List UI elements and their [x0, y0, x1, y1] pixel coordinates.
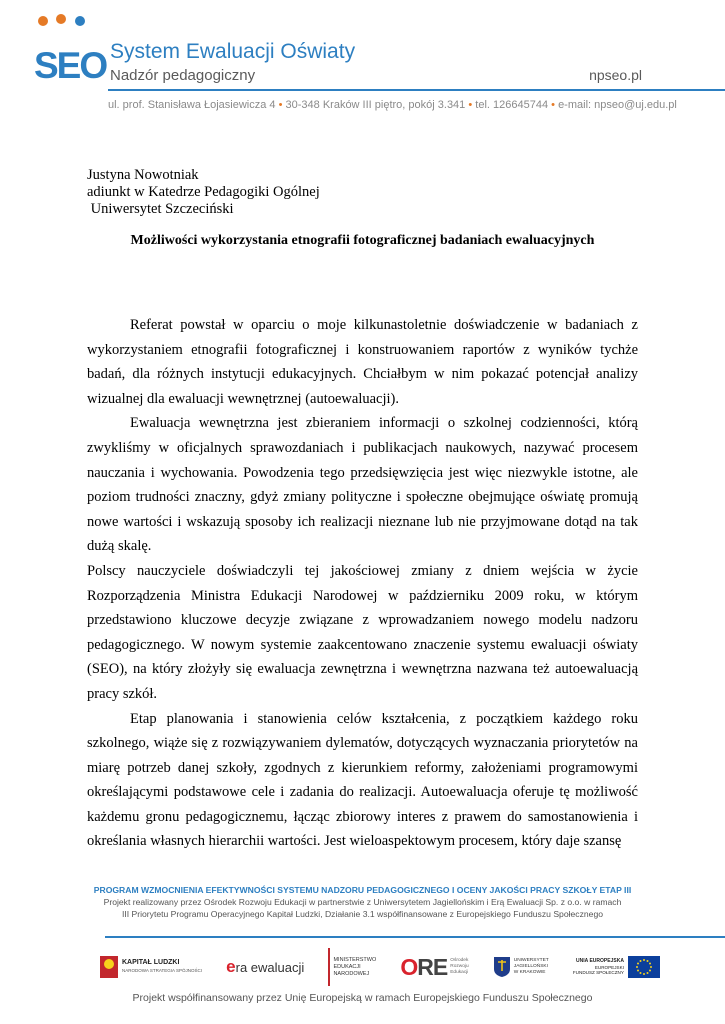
paragraph: Referat powstał w oparciu o moje kilkunastoletnie doświadczenie w badaniach z wykorzystaniem etnografii fotograficznej i konstruowaniem raportów z wyników tychże badań, dla różnych instytucji edukacyjnych. Chciałbym w nim pokazać potencjał analizy wizualnej dla ewaluacji wewnętrznej (autoewaluacji). — [87, 317, 638, 407]
logo-text: SEO — [34, 45, 107, 86]
brand-title: System Ewaluacji Oświaty — [110, 40, 356, 63]
logo-dot-orange-2 — [56, 14, 66, 24]
address-separator: • — [278, 99, 283, 111]
address-phone: tel. 126645744 — [475, 99, 549, 111]
address-line — [108, 99, 677, 111]
kapital-ludzki-logo — [100, 948, 202, 986]
document-title: Możliwości wykorzystania etnografii fotograficznej badaniach ewaluacyjnych — [130, 233, 595, 248]
address-separator: • — [551, 99, 555, 111]
author-name: Justyna Nowotniak — [87, 167, 199, 183]
men-logo — [328, 948, 376, 986]
logo-dot-orange-1 — [38, 16, 48, 26]
author-institution: Uniwersytet Szczeciński — [87, 201, 234, 217]
author-block — [87, 167, 320, 218]
eu-flag-icon — [628, 956, 660, 978]
ore-mark-re: RE — [417, 953, 448, 980]
eu-line: EUROPEJSKI — [594, 964, 624, 970]
author-position: adiunkt w Katedrze Pedagogiki Ogólnej — [87, 184, 320, 200]
uj-crest-icon — [493, 956, 511, 978]
kapital-ludzki-sub: NARODOWA STRATEGIA SPÓJNOŚCI — [122, 968, 203, 973]
era-ewaluacji-logo — [226, 948, 304, 986]
project-line-1: Projekt realizowany przez Ośrodek Rozwoju Edukacji w partnerstwie z Uniwersytetem Jagiellońskim i Erą Ewaluacji Sp. z o.o. w ramach — [103, 897, 622, 907]
program-name: PROGRAM WZMOCNIENIA EFEKTYWNOŚCI SYSTEMU NADZORU PEDAGOGICZNEGO I OCENY JAKOŚCI PRACY SZKOŁY ETAP III — [93, 885, 632, 895]
address-street: ul. prof. Stanisława Łojasiewicza 4 — [108, 99, 276, 111]
ore-mark-o: O — [400, 953, 418, 980]
uj-line: UNIWERSYTET — [513, 958, 549, 963]
uj-logo — [493, 948, 549, 986]
paragraph: Etap planowania i stanowienia celów kształcenia, z początkiem każdego roku szkolnego, wiąże się z rozwiązywaniem dylematów, dotyczących wyznaczania priorytetów na miarę potrzeb danej szkoły, zgodnych z kierunkiem reformy, założeniami programowymi określającymi podstawowe cele i zadania do realizacji. Autoewaluacja oferuje tę możliwość każdemu gronu pedagogicznemu, łącząc zbiorowy interes z prawem do samostanowienia i określania własnych hierarchii wartości. Jest wieloaspektowym procesem, który daje szansę — [87, 710, 638, 850]
website-link[interactable]: npseo.pl — [589, 67, 642, 83]
men-line: EDUKACJI — [333, 963, 361, 970]
body-text — [87, 313, 638, 854]
uj-line: JAGIELLOŃSKI — [513, 964, 548, 969]
kapital-ludzki-emblem — [100, 956, 118, 978]
ore-line: Rozwoju — [450, 964, 469, 969]
eu-logo — [573, 948, 660, 986]
address-city: 30-348 Kraków III piętro, pokój 3.341 — [285, 99, 466, 111]
ore-line: Ośrodek — [450, 958, 469, 963]
project-line-2: III Priorytetu Programu Operacyjnego Kapitał Ludzki, Działanie 3.1 współfinansowane z Europejskiego Funduszu Społecznego — [121, 909, 604, 919]
uj-line: W KRAKOWIE — [513, 970, 546, 975]
eu-line: UNIA EUROPEJSKA — [576, 958, 624, 965]
men-line: NARODOWEJ — [333, 970, 370, 977]
partner-logos — [100, 946, 660, 988]
eu-line: FUNDUSZ SPOŁECZNY — [572, 970, 624, 976]
paragraph: Polscy nauczyciele doświadczyli tej jakościowej zmiany z dniem wejścia w życie Rozporządzenia Ministra Edukacji Narodowej w październiku 2009 roku, w którym przedstawiono kluczowe decyzje związane z wprowadzaniem nowego modelu nadzoru pedagogicznego. W nowym systemie zaakcentowano znaczenie systemu ewaluacji oświaty (SEO), na który złożyły się ewaluacja zewnętrzna i wewnętrzna nazwana też autoewaluacją pracy szkół. — [87, 562, 638, 702]
men-line: MINISTERSTWO — [333, 956, 377, 963]
seo-logo — [34, 14, 107, 94]
address-email[interactable]: e-mail: npseo@uj.edu.pl — [558, 99, 677, 111]
header-divider — [108, 89, 725, 91]
footer-program-info — [0, 884, 725, 920]
brand-subtitle: Nadzór pedagogiczny — [110, 67, 256, 84]
era-mark: e — [226, 957, 236, 976]
kapital-ludzki-name: KAPITAŁ LUDZKI — [122, 959, 180, 966]
cofinanced-note: Projekt współfinansowany przez Unię Europejską w ramach Europejskiego Funduszu Społecznego — [132, 992, 593, 1004]
ore-line: Edukacji — [450, 970, 469, 975]
paragraph: Ewaluacja wewnętrzna jest zbieraniem informacji o szkolnej codzienności, którą zwykliśmy w oficjalnych sprawozdaniach i publikacjach naukowych, nazywać procesem nauczania i wychowania. Powodzenia tego przedsięwzięcia jest więc niezwykle istotne, ale poziom trudności znaczny, gdyż zmiany polityczne i społeczne obejmujące oświatę promują nowe wartości i wskazują sposoby ich realizacji nieznane lub nie przyjmowane dotąd na tak dużą skalę. — [87, 415, 638, 555]
logo-dot-blue — [75, 16, 85, 26]
ore-logo — [400, 948, 468, 986]
address-separator: • — [468, 99, 473, 111]
era-text: ra ewaluacji — [235, 959, 305, 975]
footer-divider — [105, 936, 725, 938]
